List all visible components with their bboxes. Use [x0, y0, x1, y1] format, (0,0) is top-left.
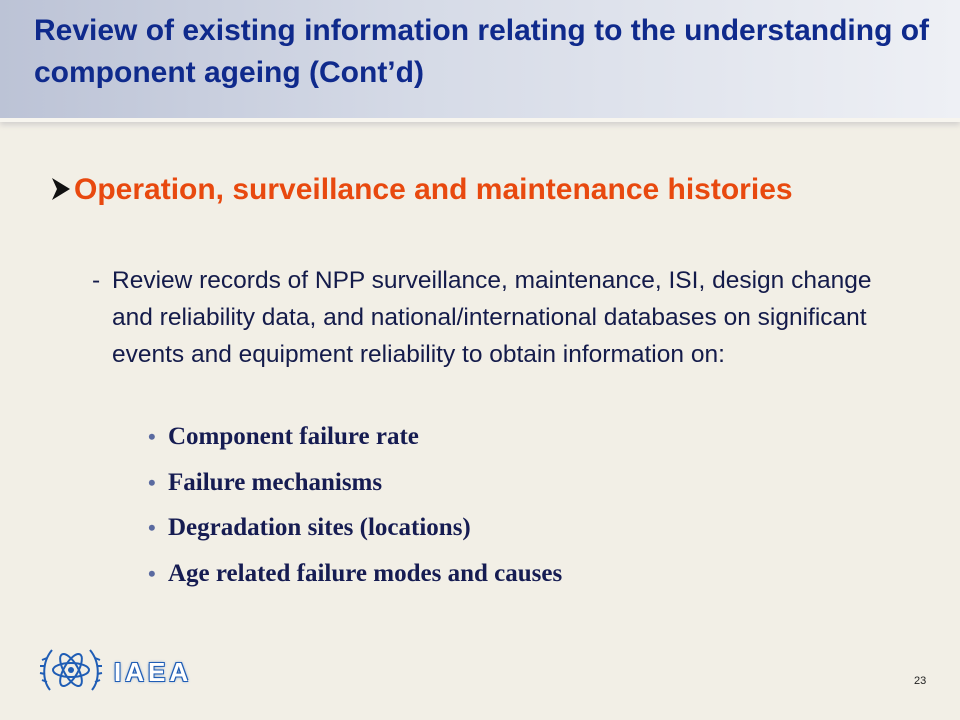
arrow-bullet-icon	[50, 176, 72, 207]
slide-header	[0, 0, 960, 122]
list-item	[148, 469, 562, 515]
bullet-dot-icon: •	[148, 515, 156, 540]
dash-marker: -	[92, 267, 101, 294]
list-item-text: Age related failure modes and causes	[168, 559, 563, 587]
list-item	[148, 514, 562, 560]
description-item	[92, 262, 882, 373]
list-item-text: Component failure rate	[168, 423, 419, 450]
section-heading	[50, 170, 910, 210]
bullet-dot-icon: •	[148, 560, 156, 586]
section-title: Operation, surveillance and maintenance histories	[74, 173, 793, 206]
atom-emblem-icon	[38, 640, 104, 705]
page-number: 23	[914, 675, 927, 687]
bullet-list	[148, 423, 562, 605]
list-item-text: Degradation sites (locations)	[168, 514, 471, 541]
list-item	[148, 423, 562, 469]
logo-text: IAEA	[114, 657, 193, 687]
list-item	[148, 560, 562, 606]
slide-title: Review of existing information relating to the understanding of component ageing (Cont’d)	[34, 14, 930, 89]
description-text: Review records of NPP surveillance, maintenance, ISI, design change and reliability data, and national/international databases on significant events and equipment reliability to obtain information on:	[112, 267, 872, 368]
iaea-logo	[38, 640, 192, 705]
bullet-dot-icon: •	[148, 469, 156, 495]
bullet-dot-icon: •	[148, 424, 156, 449]
list-item-text: Failure mechanisms	[168, 468, 383, 496]
